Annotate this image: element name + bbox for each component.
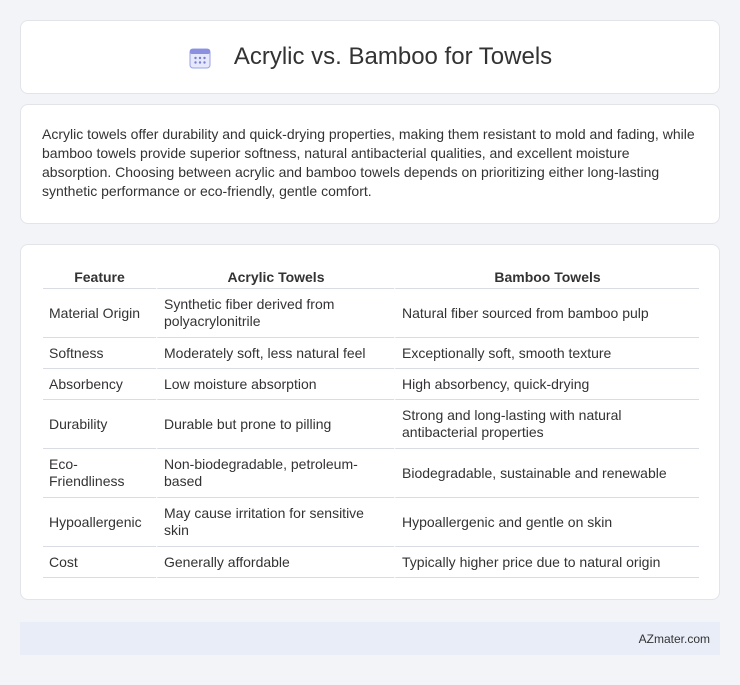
- column-header-bamboo: Bamboo Towels: [394, 263, 699, 289]
- footer-bar: [20, 622, 720, 655]
- bamboo-cell: Natural fiber sourced from bamboo pulp: [394, 289, 699, 338]
- feature-cell: Absorbency: [43, 369, 156, 400]
- feature-cell: Durability: [43, 400, 156, 449]
- table-header-row: [43, 263, 699, 289]
- table-row: [43, 449, 699, 498]
- acrylic-cell: Moderately soft, less natural feel: [156, 338, 394, 369]
- feature-cell: Softness: [43, 338, 156, 369]
- column-header-feature: Feature: [43, 263, 156, 289]
- title-card: [20, 20, 720, 94]
- acrylic-cell: Non-biodegradable, petroleum-based: [156, 449, 394, 498]
- bamboo-cell: High absorbency, quick-drying: [394, 369, 699, 400]
- bamboo-cell: Strong and long-lasting with natural antibacterial properties: [394, 400, 699, 449]
- summary-card: [20, 104, 720, 224]
- table-row: [43, 289, 699, 338]
- feature-cell: Material Origin: [43, 289, 156, 338]
- feature-cell: Eco-Friendliness: [43, 449, 156, 498]
- bamboo-cell: Biodegradable, sustainable and renewable: [394, 449, 699, 498]
- summary-text: Acrylic towels offer durability and quick-drying properties, making them resistant to mold and fading, while bamboo towels provide superior softness, natural antibacterial qualities, and excellent moisture absorption. Choosing between acrylic and bamboo towels depends on prioritizing either long-lasting synthetic performance or eco-friendly, gentle comfort.: [42, 126, 695, 199]
- table-row: [43, 400, 699, 449]
- comparison-table-card: [20, 244, 720, 600]
- column-header-acrylic: Acrylic Towels: [156, 263, 394, 289]
- acrylic-cell: Synthetic fiber derived from polyacrylonitrile: [156, 289, 394, 338]
- table-row: [43, 338, 699, 369]
- acrylic-cell: Durable but prone to pilling: [156, 400, 394, 449]
- bamboo-cell: Typically higher price due to natural origin: [394, 547, 699, 578]
- table-row: [43, 369, 699, 400]
- acrylic-cell: Generally affordable: [156, 547, 394, 578]
- feature-cell: Cost: [43, 547, 156, 578]
- calendar-icon: [188, 46, 212, 70]
- table-row: [43, 498, 699, 547]
- acrylic-cell: Low moisture absorption: [156, 369, 394, 400]
- bamboo-cell: Exceptionally soft, smooth texture: [394, 338, 699, 369]
- page-title: Acrylic vs. Bamboo for Towels: [233, 43, 553, 70]
- comparison-table: [43, 263, 699, 578]
- table-row: [43, 547, 699, 578]
- acrylic-cell: May cause irritation for sensitive skin: [156, 498, 394, 547]
- footer-site-link[interactable]: AZmater.com: [638, 632, 710, 646]
- bamboo-cell: Hypoallergenic and gentle on skin: [394, 498, 699, 547]
- feature-cell: Hypoallergenic: [43, 498, 156, 547]
